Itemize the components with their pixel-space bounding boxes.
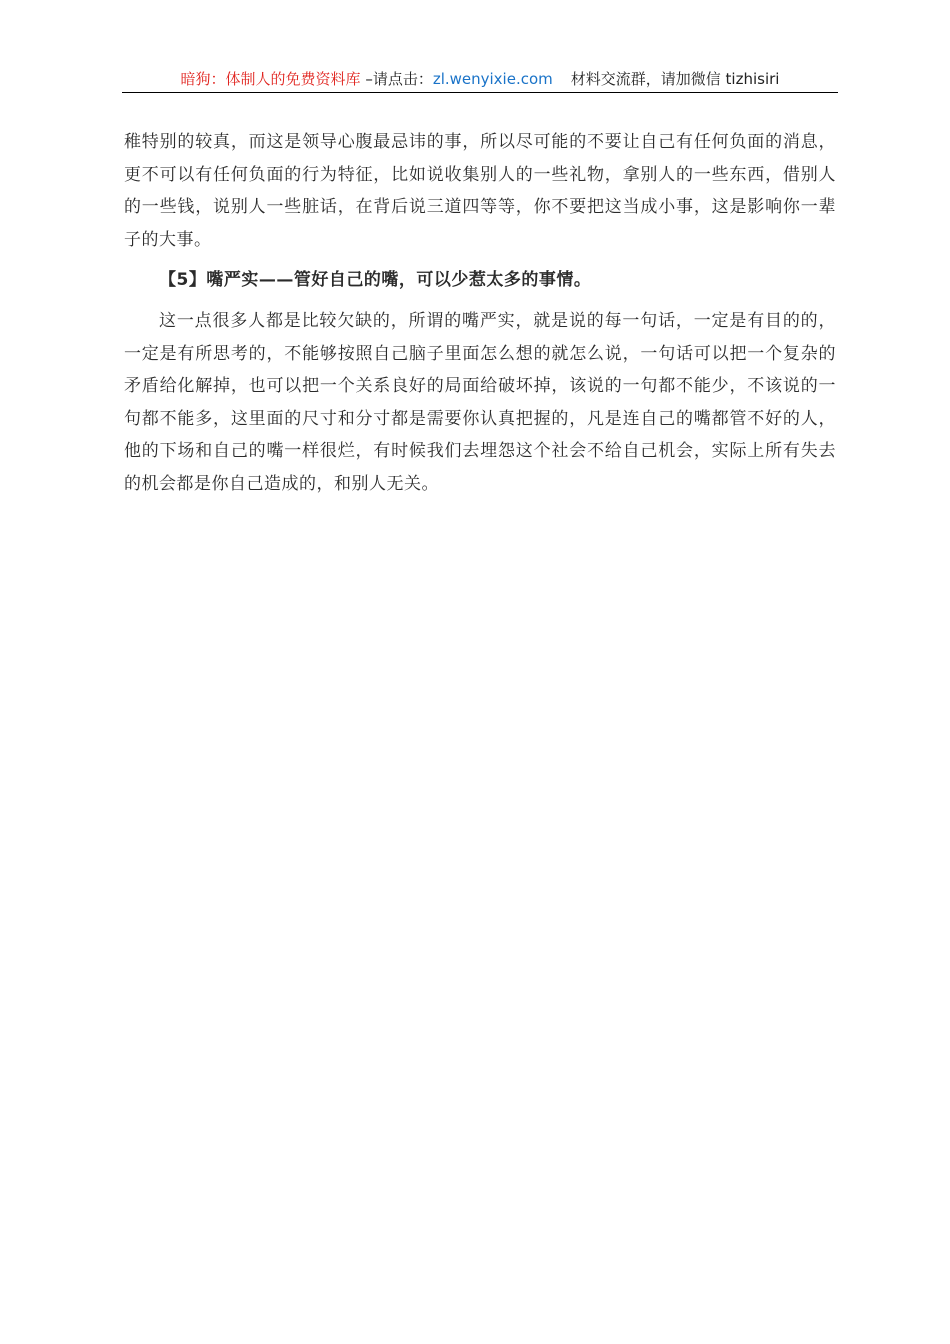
section-heading-5: 【5】嘴严实——管好自己的嘴，可以少惹太多的事情。 xyxy=(159,270,592,291)
paragraph-section-5: 这一点很多人都是比较欠缺的，所谓的嘴严实，就是说的每一句话，一定是有目的的，一定是有所思考的，不能够按照自己脑子里面怎么想的就怎么说，一句话可以把一个复杂的矛盾给化解掉，也可以把一个关系良好的局面给破坏掉，该说的一句都不能少，不该说的一句都不能多，这里面的尺寸和分寸都是需要你认真把握的，凡是连自己的嘴都管不好的人，他的下场和自己的嘴一样很烂，有时候我们去埋怨这个社会不给自己机会，实际上所有失去的机会都是你自己造成的，和别人无关。 xyxy=(124,310,836,494)
header-prompt: –请点击： xyxy=(360,70,433,88)
header-brand: 暗狗：体制人的免费资料库 xyxy=(180,70,361,88)
header-wechat: 材料交流群，请加微信 tizhisiri xyxy=(570,70,780,88)
page-header xyxy=(122,66,838,93)
document-body xyxy=(124,126,836,501)
paragraph-continued: 稚特别的较真，而这是领导心腹最忌讳的事，所以尽可能的不要让自己有任何负面的消息，更不可以有任何负面的行为特征，比如说收集别人的一些礼物，拿别人的一些东西，借别人的一些钱，说别人一些脏话，在背后说三道四等等，你不要把这当成小事，这是影响你一辈子的大事。 xyxy=(124,132,836,250)
header-link[interactable]: zl.wenyixie.com xyxy=(432,70,553,88)
